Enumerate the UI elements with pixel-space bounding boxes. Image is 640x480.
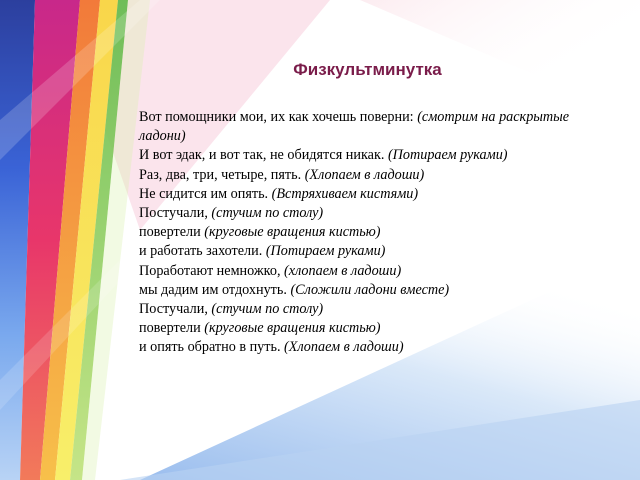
- verse-text: мы дадим им отдохнуть.: [139, 281, 291, 298]
- verse-line: [139, 300, 579, 319]
- verse-line: [139, 146, 579, 165]
- verse-line: [139, 185, 579, 204]
- verse-note: (стучим по столу): [211, 301, 324, 318]
- verse-line: [139, 166, 579, 185]
- verse-note: (Потираем руками): [387, 147, 508, 164]
- verse-note: (хлопаем в ладоши): [284, 262, 402, 279]
- verse-note: (круговые вращения кистью): [204, 320, 381, 337]
- verse-note: (Хлопаем в ладоши): [284, 339, 404, 356]
- verse-line: [139, 281, 579, 300]
- verse-line: [139, 223, 579, 242]
- verse-line: [139, 108, 579, 146]
- verse-line: [139, 319, 579, 338]
- verse-line: [139, 262, 579, 281]
- verse-text: Постучали,: [139, 301, 212, 318]
- verse-text: Вот помощники мои, их как хочешь поверни:: [139, 109, 418, 125]
- verse-text: Постучали,: [139, 205, 212, 222]
- verse-text: повертели: [139, 224, 205, 241]
- verse-line: [139, 338, 579, 357]
- verse-text: повертели: [139, 320, 205, 337]
- verse-body: [139, 108, 579, 358]
- verse-note: (Потираем руками): [265, 243, 386, 260]
- verse-text: и работать захотели.: [139, 243, 266, 260]
- verse-text: Раз, два, три, четыре, пять.: [139, 166, 305, 183]
- verse-note: (стучим по столу): [211, 205, 324, 222]
- verse-note: (круговые вращения кистью): [204, 224, 381, 241]
- verse-note: (Сложили ладони вместе): [290, 281, 450, 298]
- verse-line: [139, 204, 579, 223]
- verse-text: Не сидится им опять.: [139, 185, 272, 202]
- verse-line: [139, 242, 579, 261]
- verse-note: (смотрим на раскрытые ладони): [139, 109, 570, 145]
- verse-note: (Хлопаем в ладоши): [304, 166, 425, 183]
- verse-text: Поработают немножко,: [139, 262, 285, 279]
- verse-text: и опять обратно в путь.: [139, 339, 285, 356]
- verse-text: И вот эдак, и вот так, не обидятся никак.: [139, 147, 388, 164]
- page-title: Физкультминутка: [293, 60, 442, 79]
- verse-note: (Встряхиваем кистями): [271, 185, 419, 202]
